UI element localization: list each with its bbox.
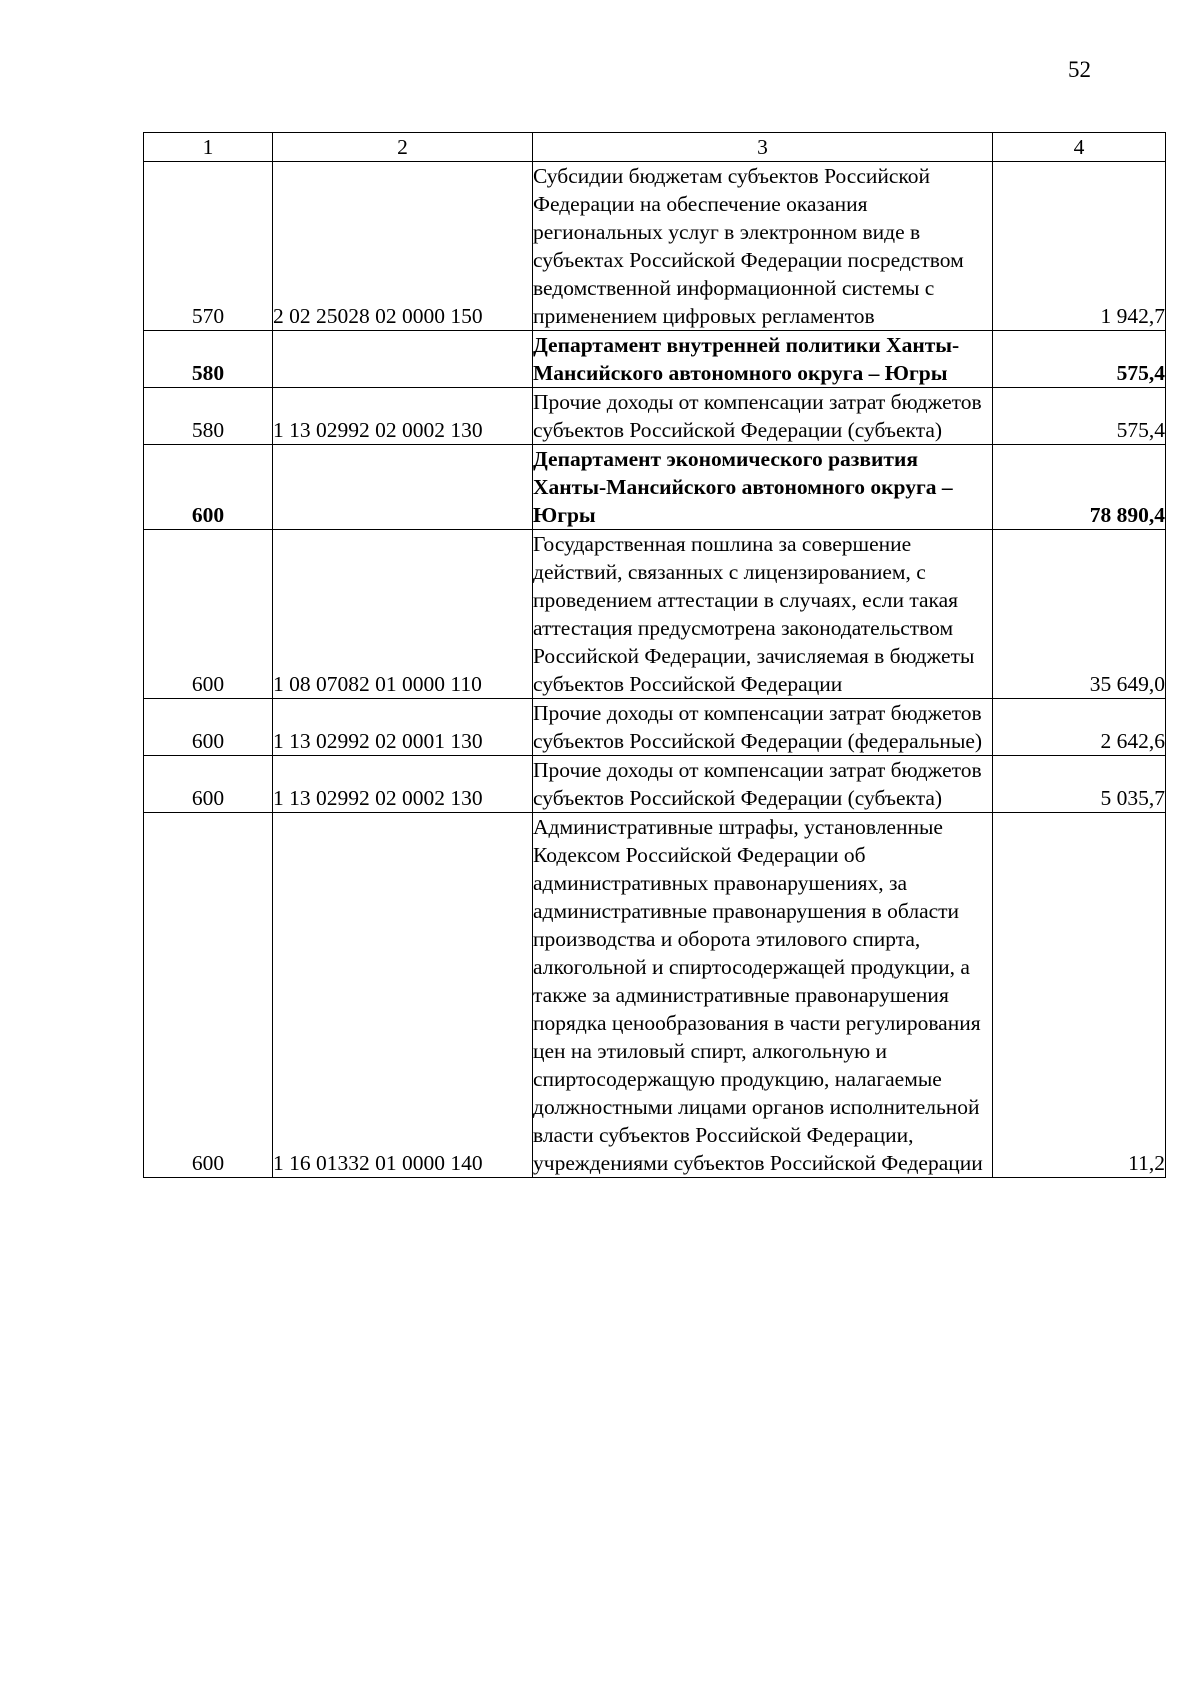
revenue-name-cell: Административные штрафы, установленные Кодексом Российской Федерации об административных правонарушениях, за административные правонарушения в области производства и оборота этилового спирта, алкогольной и спиртосодержащей продукции, а также за административные правонарушения порядка ценообразования в части регулирования цен на этиловый спирт, алкогольную и спиртосодержащую продукцию, налагаемые должностными лицами органов исполнительной власти субъектов Российской Федерации, учреждениями субъектов Российской Федерации: [533, 813, 993, 1178]
revenue-code-cell: 1 16 01332 01 0000 140: [273, 813, 533, 1178]
admin-code-cell: 600: [144, 756, 273, 813]
admin-code-cell: 600: [144, 699, 273, 756]
revenue-name-cell: Субсидии бюджетам субъектов Российской Федерации на обеспечение оказания региональных услуг в электронном виде в субъектах Российской Федерации посредством ведомственной информационной системы с применением цифровых регламентов: [533, 162, 993, 331]
column-header-4: 4: [993, 133, 1166, 162]
revenue-name-cell: Прочие доходы от компенсации затрат бюджетов субъектов Российской Федерации (субъекта): [533, 388, 993, 445]
table-row: [144, 162, 1166, 331]
amount-cell: 35 649,0: [993, 530, 1166, 699]
amount-cell: 575,4: [993, 388, 1166, 445]
revenue-code-cell: 1 13 02992 02 0001 130: [273, 699, 533, 756]
revenue-name-cell: Прочие доходы от компенсации затрат бюджетов субъектов Российской Федерации (федеральные): [533, 699, 993, 756]
table-header-row: [144, 133, 1166, 162]
revenue-name-cell: Государственная пошлина за совершение действий, связанных с лицензированием, с проведением аттестации в случаях, если такая аттестация предусмотрена законодательством Российской Федерации, зачисляемая в бюджеты субъектов Российской Федерации: [533, 530, 993, 699]
table-row: [144, 813, 1166, 1178]
table-row: [144, 530, 1166, 699]
department-total-cell: 575,4: [993, 331, 1166, 388]
table-row: [144, 388, 1166, 445]
revenue-code-cell: 2 02 25028 02 0000 150: [273, 162, 533, 331]
department-name-cell: Департамент экономического развития Ханты-Мансийского автономного округа – Югры: [533, 445, 993, 530]
department-name-cell: Департамент внутренней политики Ханты-Мансийского автономного округа – Югры: [533, 331, 993, 388]
revenue-code-cell: [273, 445, 533, 530]
revenue-name-cell: Прочие доходы от компенсации затрат бюджетов субъектов Российской Федерации (субъекта): [533, 756, 993, 813]
amount-cell: 1 942,7: [993, 162, 1166, 331]
page-number: 52: [1068, 57, 1091, 82]
revenue-code-cell: [273, 331, 533, 388]
amount-cell: 11,2: [993, 813, 1166, 1178]
admin-code-cell: 570: [144, 162, 273, 331]
amount-cell: 2 642,6: [993, 699, 1166, 756]
department-row: [144, 331, 1166, 388]
department-row: [144, 445, 1166, 530]
revenue-code-cell: 1 13 02992 02 0002 130: [273, 756, 533, 813]
column-header-3: 3: [533, 133, 993, 162]
revenue-code-cell: 1 13 02992 02 0002 130: [273, 388, 533, 445]
revenue-table: [143, 132, 1166, 1178]
table-row: [144, 756, 1166, 813]
column-header-2: 2: [273, 133, 533, 162]
table-row: [144, 699, 1166, 756]
revenue-code-cell: 1 08 07082 01 0000 110: [273, 530, 533, 699]
admin-code-cell: 600: [144, 530, 273, 699]
column-header-1: 1: [144, 133, 273, 162]
admin-code-cell: 580: [144, 331, 273, 388]
admin-code-cell: 600: [144, 813, 273, 1178]
department-total-cell: 78 890,4: [993, 445, 1166, 530]
admin-code-cell: 580: [144, 388, 273, 445]
amount-cell: 5 035,7: [993, 756, 1166, 813]
admin-code-cell: 600: [144, 445, 273, 530]
